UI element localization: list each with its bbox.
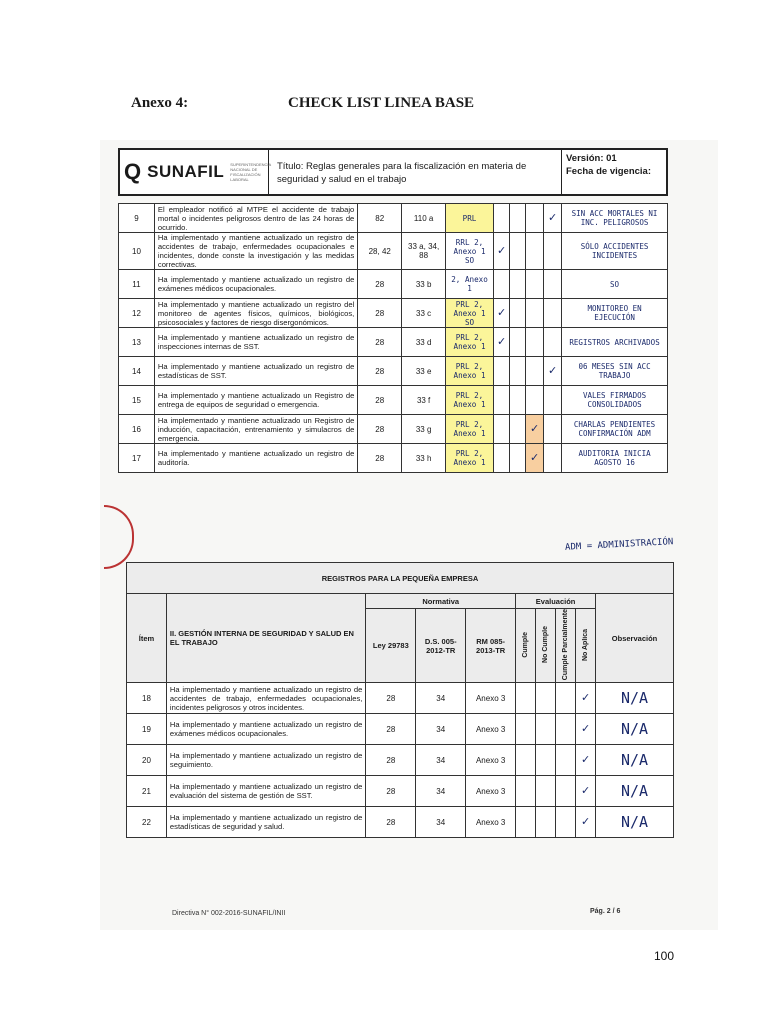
row-parcial: ✓ (526, 415, 544, 444)
logo-subtext: SUPERINTENDENCIA NACIONAL DE FISCALIZACIÓN LABORAL (230, 162, 271, 182)
row-ds: 34 (416, 745, 466, 776)
row-description: Ha implementado y mantiene actualizado un registro de evaluación del sistema de gestión de SST. (166, 776, 365, 807)
footer-directiva: Directiva N° 002-2016-SUNAFIL/INII (172, 910, 286, 917)
row-ley: 28 (358, 270, 402, 299)
row-no-cumple (510, 328, 526, 357)
row-parcial (556, 776, 576, 807)
row-rm: PRL 2, Anexo 1 (446, 415, 494, 444)
row-parcial: ✓ (526, 444, 544, 473)
row-no-cumple (536, 776, 556, 807)
anexo-label: Anexo 4: (131, 95, 189, 111)
row-number: 15 (119, 386, 155, 415)
row-ley: 28 (366, 683, 416, 714)
row-parcial (526, 386, 544, 415)
row-cumple (516, 745, 536, 776)
row-ley: 28 (358, 386, 402, 415)
row-no-aplica: ✓ (544, 357, 562, 386)
sunafil-header-box (118, 148, 668, 196)
table-row (119, 328, 668, 357)
row-parcial (526, 357, 544, 386)
row-ds: 34 (416, 714, 466, 745)
row-number: 14 (119, 357, 155, 386)
row-cumple (516, 714, 536, 745)
row-cumple (493, 415, 509, 444)
row-ds: 34 (416, 776, 466, 807)
row-parcial (556, 745, 576, 776)
row-no-aplica: ✓ (576, 807, 596, 838)
row-no-cumple (510, 444, 526, 473)
row-observacion: N/A (596, 745, 674, 776)
row-description: Ha implementado y mantiene actualizado un registro de inspecciones internas de SST. (154, 328, 357, 357)
row-observacion: N/A (596, 807, 674, 838)
row-rm: PRL (446, 204, 494, 233)
checklist-table-2 (126, 562, 674, 838)
row-rm: PRL 2, Anexo 1 SO (446, 299, 494, 328)
table-row (119, 233, 668, 270)
row-comment: VALES FIRMADOS CONSOLIDADOS (562, 386, 668, 415)
row-ley: 28 (358, 328, 402, 357)
row-ley: 82 (358, 204, 402, 233)
row-number: 22 (127, 807, 167, 838)
row-no-cumple (510, 299, 526, 328)
row-ds: 33 h (402, 444, 446, 473)
header-rm: RM 085-2013-TR (466, 609, 516, 683)
logo-text: SUNAFIL (147, 162, 225, 181)
row-description: El empleador notificó al MTPE el accidente de trabajo mortal o incidentes peligrosos dentro de las 24 horas de ocurrido. (154, 204, 357, 233)
row-no-aplica (544, 233, 562, 270)
row-rm: Anexo 3 (466, 683, 516, 714)
row-parcial (526, 204, 544, 233)
row-description: Ha implementado y mantiene actualizado un registro de seguimiento. (166, 745, 365, 776)
row-no-aplica: ✓ (576, 683, 596, 714)
row-rm: 2, Anexo 1 (446, 270, 494, 299)
row-rm: PRL 2, Anexo 1 (446, 357, 494, 386)
row-ds: 110 a (402, 204, 446, 233)
row-ley: 28 (366, 745, 416, 776)
row-comment: SO (562, 270, 668, 299)
row-observacion: N/A (596, 776, 674, 807)
row-ley: 28 (358, 357, 402, 386)
row-rm: Anexo 3 (466, 745, 516, 776)
table-row (127, 745, 674, 776)
row-no-aplica: ✓ (544, 204, 562, 233)
row-ds: 33 b (402, 270, 446, 299)
row-comment: MONITOREO EN EJECUCIÓN (562, 299, 668, 328)
row-parcial (556, 714, 576, 745)
row-no-aplica: ✓ (576, 714, 596, 745)
table-row (127, 776, 674, 807)
row-no-aplica (544, 328, 562, 357)
header-item: Ítem (127, 594, 167, 683)
row-number: 17 (119, 444, 155, 473)
row-cumple (493, 386, 509, 415)
sunafil-logo (120, 150, 269, 194)
row-no-aplica: ✓ (576, 745, 596, 776)
row-parcial (526, 299, 544, 328)
row-rm: PRL 2, Anexo 1 (446, 328, 494, 357)
row-description: Ha implementado y mantiene actualizado un registro de estadísticas de seguridad y salud. (166, 807, 365, 838)
checklist-table-1 (118, 203, 668, 473)
row-no-aplica: ✓ (576, 776, 596, 807)
header-observacion: Observación (596, 594, 674, 683)
row-cumple (516, 776, 536, 807)
row-description: Ha implementado y mantiene actualizado un Registro de entrega de equipos de seguridad o emergencia. (154, 386, 357, 415)
vigencia-label: Fecha de vigencia: (566, 166, 652, 177)
table2-banner: REGISTROS PARA LA PEQUEÑA EMPRESA (127, 563, 674, 594)
table-row (119, 270, 668, 299)
header-no-aplica: No Aplica (576, 609, 596, 683)
row-ds: 33 e (402, 357, 446, 386)
header-normativa: Normativa (366, 594, 516, 609)
row-no-cumple (536, 807, 556, 838)
row-no-cumple (510, 233, 526, 270)
row-description: Ha implementado y mantiene actualizado un registro del monitoreo de agentes físicos, químicos, biológicos, psicosociales y factores de riesgo disergonómicos. (154, 299, 357, 328)
header-no-cumple: No Cumple (536, 609, 556, 683)
table-row (127, 714, 674, 745)
row-no-aplica (544, 415, 562, 444)
row-no-aplica (544, 299, 562, 328)
row-no-aplica (544, 444, 562, 473)
row-cumple (493, 444, 509, 473)
row-cumple (516, 683, 536, 714)
row-number: 12 (119, 299, 155, 328)
row-parcial (526, 270, 544, 299)
table-row (119, 386, 668, 415)
row-number: 11 (119, 270, 155, 299)
table-row (119, 444, 668, 473)
row-parcial (556, 683, 576, 714)
row-comment: CHARLAS PENDIENTES CONFIRMACIÓN ADM (562, 415, 668, 444)
row-comment: 06 MESES SIN ACC TRABAJO (562, 357, 668, 386)
row-cumple: ✓ (493, 299, 509, 328)
footer-page: Pág. 2 / 6 (590, 908, 621, 915)
header-cumple: Cumple (516, 609, 536, 683)
section-title: II. GESTIÓN INTERNA DE SEGURIDAD Y SALUD EN EL TRABAJO (166, 594, 365, 683)
header-parcial: Cumple Parcialmente (556, 609, 576, 683)
table-row (119, 357, 668, 386)
row-rm: Anexo 3 (466, 714, 516, 745)
row-ds: 33 d (402, 328, 446, 357)
row-cumple (493, 204, 509, 233)
row-ds: 33 g (402, 415, 446, 444)
row-ley: 28 (358, 299, 402, 328)
row-ds: 33 c (402, 299, 446, 328)
magnifier-icon: Q (124, 159, 142, 184)
row-ds: 33 f (402, 386, 446, 415)
row-ds: 34 (416, 807, 466, 838)
page-number: 100 (654, 949, 675, 963)
row-no-cumple (510, 357, 526, 386)
row-ley: 28 (358, 415, 402, 444)
row-rm: RRL 2, Anexo 1 SO (446, 233, 494, 270)
row-number: 16 (119, 415, 155, 444)
row-cumple: ✓ (493, 328, 509, 357)
row-description: Ha implementado y mantiene actualizado un registro de exámenes médicos ocupacionales. (166, 714, 365, 745)
row-no-cumple (510, 415, 526, 444)
table-row (127, 807, 674, 838)
row-number: 20 (127, 745, 167, 776)
row-no-cumple (536, 683, 556, 714)
row-ds: 34 (416, 683, 466, 714)
table-row (119, 299, 668, 328)
table-row (119, 415, 668, 444)
row-no-cumple (536, 745, 556, 776)
row-comment: AUDITORIA INICIA AGOSTO 16 (562, 444, 668, 473)
row-parcial (556, 807, 576, 838)
row-ley: 28 (366, 714, 416, 745)
row-no-cumple (510, 204, 526, 233)
row-no-cumple (510, 386, 526, 415)
row-number: 18 (127, 683, 167, 714)
row-no-cumple (536, 714, 556, 745)
row-cumple (516, 807, 536, 838)
row-description: Ha implementado y mantiene actualizado un Registro de inducción, capacitación, entrenamiento y simulacros de emergencia. (154, 415, 357, 444)
handwritten-adm-note: ADM = ADMINISTRACIÓN (564, 537, 674, 553)
row-comment: SÓLO ACCIDENTES INCIDENTES (562, 233, 668, 270)
row-number: 9 (119, 204, 155, 233)
row-description: Ha implementado y mantiene actualizado un registro de auditoría. (154, 444, 357, 473)
row-ley: 28, 42 (358, 233, 402, 270)
row-description: Ha implementado y mantiene actualizado un registro de estadísticas de SST. (154, 357, 357, 386)
row-ley: 28 (366, 776, 416, 807)
row-rm: PRL 2, Anexo 1 (446, 444, 494, 473)
row-ds: 33 a, 34, 88 (402, 233, 446, 270)
row-number: 21 (127, 776, 167, 807)
row-description: Ha implementado y mantiene actualizado un registro de exámenes médicos ocupacionales. (154, 270, 357, 299)
row-no-aplica (544, 270, 562, 299)
row-no-aplica (544, 386, 562, 415)
row-no-cumple (510, 270, 526, 299)
header-titulo: Título: Reglas generales para la fiscalización en materia de seguridad y salud en el trabajo (269, 150, 562, 194)
row-cumple (493, 270, 509, 299)
row-rm: Anexo 3 (466, 807, 516, 838)
row-parcial (526, 233, 544, 270)
row-description: Ha implementado y mantiene actualizado un registro de accidentes de trabajo, enfermedades ocupacionales, incidentes peligrosos y otros incidentes. (166, 683, 365, 714)
row-cumple (493, 357, 509, 386)
version-label: Versión: 01 (566, 153, 617, 164)
document-title: CHECK LIST LINEA BASE (288, 95, 475, 111)
row-observacion: N/A (596, 683, 674, 714)
row-comment: SIN ACC MORTALES NI INC. PELIGROSOS (562, 204, 668, 233)
row-number: 10 (119, 233, 155, 270)
header-ley: Ley 29783 (366, 609, 416, 683)
row-comment: REGISTROS ARCHIVADOS (562, 328, 668, 357)
row-ley: 28 (366, 807, 416, 838)
header-evaluacion: Evaluación (516, 594, 596, 609)
row-rm: PRL 2, Anexo 1 (446, 386, 494, 415)
row-number: 19 (127, 714, 167, 745)
table-row (127, 683, 674, 714)
row-number: 13 (119, 328, 155, 357)
row-parcial (526, 328, 544, 357)
header-ds: D.S. 005-2012-TR (416, 609, 466, 683)
table-row (119, 204, 668, 233)
row-description: Ha implementado y mantiene actualizado un registro de accidentes de trabajo, enfermedades ocupacionales e incidentes, donde conste la investigación y las medidas correctivas. (154, 233, 357, 270)
row-ley: 28 (358, 444, 402, 473)
row-observacion: N/A (596, 714, 674, 745)
row-cumple: ✓ (493, 233, 509, 270)
header-version (562, 150, 666, 194)
row-rm: Anexo 3 (466, 776, 516, 807)
